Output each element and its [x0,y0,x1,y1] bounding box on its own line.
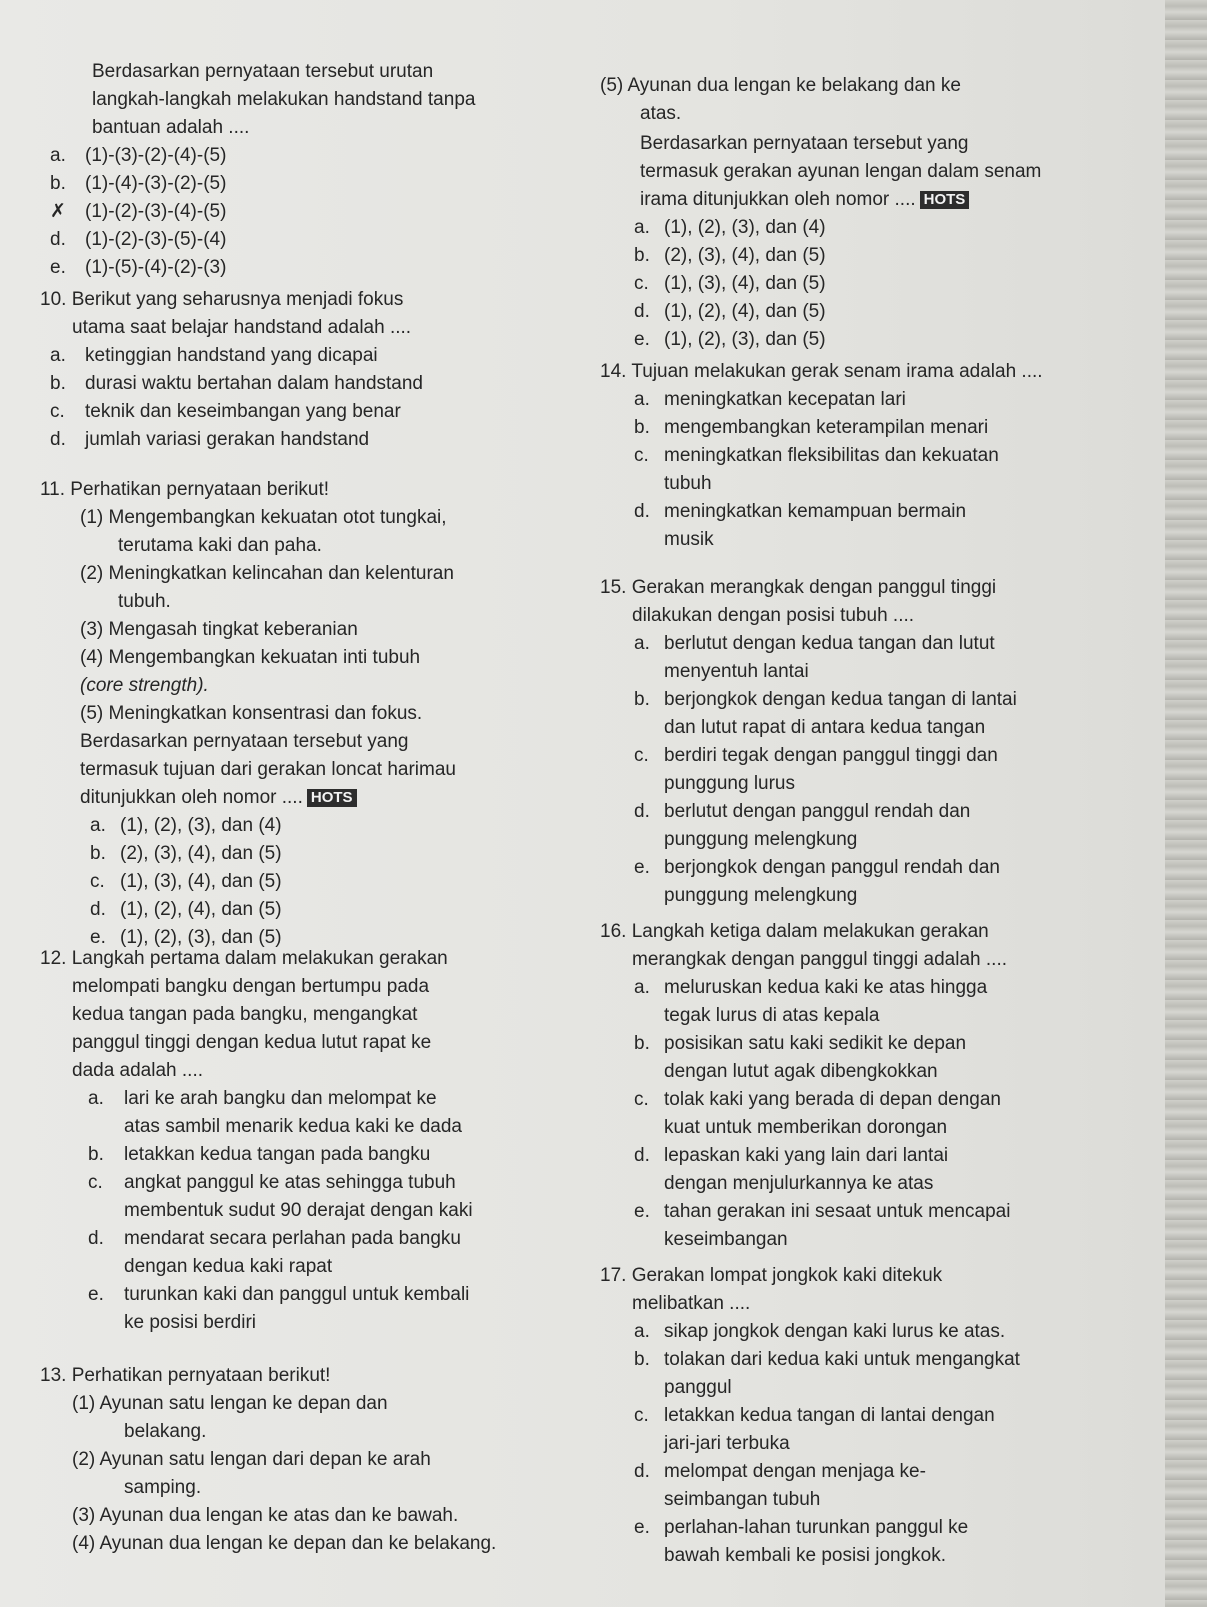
option-row [40,1085,473,1113]
option-letter: a. [634,977,650,998]
option-letter: e. [634,1201,650,1222]
option-text: meningkatkan kecepatan lari [664,389,906,410]
statement-line: (1) Mengembangkan kekuatan otot tungkai, [80,507,447,528]
question-11-block [40,476,456,952]
option-letter: d. [90,899,106,920]
option-row [600,326,1041,354]
option-text: dengan lutut agak dibengkokkan [664,1061,938,1082]
question-text: 16. Langkah ketiga dalam melakukan gerakan [600,921,989,942]
option-text: sikap jongkok dengan kaki lurus ke atas. [664,1321,1006,1342]
option-row [600,658,1017,686]
option-text: dengan menjulurkannya ke atas [664,1173,934,1194]
question-text: Berdasarkan pernyataan tersebut urutan [92,61,434,82]
question-text-part: Berdasarkan pernyataan tersebut yang [640,133,969,154]
question-14-block [600,358,1043,554]
option-row [600,386,1043,414]
option-text: berlutut dengan panggul rendah dan [664,801,971,822]
option-text: (1), (2), (4), dan (5) [664,301,826,322]
question-text [600,158,1041,186]
option-row [600,1430,1020,1458]
option-row [600,498,1043,526]
option-row [600,1486,1020,1514]
statement-line: (3) Ayunan dua lengan ke atas dan ke bawah. [72,1505,459,1526]
option-text: ketinggian handstand yang dicapai [85,345,378,366]
option-row [600,442,1043,470]
option-letter: d. [634,501,650,522]
option-row [40,1281,473,1309]
option-letter: a. [634,217,650,238]
hots-badge: HOTS [307,789,357,807]
option-letter: a. [634,389,650,410]
option-letter: d. [634,1461,650,1482]
option-text: dan lutut rapat di antara kedua tangan [664,717,986,738]
option-letter: d. [634,301,650,322]
option-row [600,1374,1020,1402]
option-row [600,1346,1020,1374]
option-text: (1)-(4)-(3)-(2)-(5) [85,173,227,194]
option-text: tolak kaki yang berada di depan dengan [664,1089,1001,1110]
option-row [600,1198,1010,1226]
question-text: panggul tinggi dengan kedua lutut rapat ke [72,1032,432,1053]
question-text [40,728,456,756]
option-row [40,840,456,868]
option-letter: b. [634,245,650,266]
statement-line: belakang. [124,1421,207,1442]
option-text: berjongkok dengan kedua tangan di lantai [664,689,1017,710]
option-row [600,1114,1010,1142]
option-row [40,1169,473,1197]
option-text: panggul [664,1377,732,1398]
option-row [600,470,1043,498]
option-row [40,170,475,198]
option-text: (1), (2), (3), dan (5) [120,927,282,948]
option-letter: b. [634,1033,650,1054]
option-text: seimbangan tubuh [664,1489,821,1510]
option-text: meluruskan kedua kaki ke atas hingga [664,977,988,998]
option-row [600,298,1041,326]
option-row [40,226,475,254]
option-text: bawah kembali ke posisi jongkok. [664,1545,946,1566]
option-row [600,1002,1010,1030]
option-letter: c. [634,273,649,294]
option-text: punggung melengkung [664,885,858,906]
option-text: meningkatkan kemampuan bermain [664,501,967,522]
option-row [40,1225,473,1253]
option-row [600,270,1041,298]
option-text: berdiri tegak dengan panggul tinggi dan [664,745,998,766]
question-text-part: termasuk tujuan dari gerakan loncat harimau [80,759,456,780]
option-letter: c. [50,401,65,422]
option-letter: e. [90,927,106,948]
option-row [600,686,1017,714]
option-letter: a. [634,1321,650,1342]
question-text [600,130,1041,158]
statement-line: atas. [640,103,682,124]
option-row [600,526,1043,554]
question-text-part: ditunjukkan oleh nomor .... [80,787,303,808]
option-row [600,414,1043,442]
option-letter: e. [88,1284,104,1305]
option-text: letakkan kedua tangan pada bangku [124,1144,431,1165]
question-text: dada adalah .... [72,1060,203,1081]
question-text: bantuan adalah .... [92,117,250,138]
option-row [600,882,1017,910]
option-text: berlutut dengan kedua tangan dan lutut [664,633,995,654]
question-16-block [600,918,1010,1254]
option-letter: b. [50,373,66,394]
option-letter: b. [634,1349,650,1370]
option-text: melompat dengan menjaga ke- [664,1461,926,1482]
option-row [600,1058,1010,1086]
option-row [40,1309,473,1337]
option-text: (1), (2), (3), dan (4) [664,217,826,238]
option-text: (1), (3), (4), dan (5) [664,273,826,294]
option-text: letakkan kedua tangan di lantai dengan [664,1405,995,1426]
option-letter: d. [634,1145,650,1166]
option-text: (2), (3), (4), dan (5) [120,843,282,864]
option-letter: d. [634,801,650,822]
option-row [600,1402,1020,1430]
option-letter: c. [88,1172,103,1193]
question-text: 15. Gerakan merangkak dengan panggul tinggi [600,577,997,598]
option-text: (1), (2), (3), dan (4) [120,815,282,836]
option-text: turunkan kaki dan panggul untuk kembali [124,1284,470,1305]
option-text: tubuh [664,473,712,494]
option-row [600,1458,1020,1486]
option-letter: b. [634,689,650,710]
option-letter: c. [634,1405,649,1426]
option-text: (1)-(3)-(2)-(4)-(5) [85,145,227,166]
option-text: keseimbangan [664,1229,788,1250]
option-row [600,1142,1010,1170]
option-row [40,342,423,370]
option-text: tegak lurus di atas kepala [664,1005,880,1026]
option-text: ke posisi berdiri [124,1312,256,1333]
question-10-block [40,286,423,454]
statement-line: (3) Mengasah tingkat keberanian [80,619,358,640]
option-text: (1), (2), (4), dan (5) [120,899,282,920]
option-letter: b. [50,173,66,194]
option-letter: d. [88,1228,104,1249]
option-text: (1)-(5)-(4)-(2)-(3) [85,257,227,278]
question-text-part: irama ditunjukkan oleh nomor .... [640,189,916,210]
option-text: posisikan satu kaki sedikit ke depan [664,1033,967,1054]
question-text: 10. Berikut yang seharusnya menjadi fokus [40,289,404,310]
question-text: kedua tangan pada bangku, mengangkat [72,1004,418,1025]
option-row [600,1226,1010,1254]
option-row [600,242,1041,270]
option-row [600,798,1017,826]
option-text: menyentuh lantai [664,661,809,682]
option-row [600,1542,1020,1570]
option-row [40,142,475,170]
option-text: (1), (2), (3), dan (5) [664,329,826,350]
question-title: 11. Perhatikan pernyataan berikut! [40,479,330,500]
option-text: jari-jari terbuka [664,1433,790,1454]
option-row [600,770,1017,798]
statement-line: tubuh. [118,591,171,612]
option-letter: a. [634,633,650,654]
question-13-continued-block [600,72,1041,354]
option-row [40,868,456,896]
option-text: punggung melengkung [664,829,858,850]
option-text: mengembangkan keterampilan menari [664,417,989,438]
option-text: perlahan-lahan turunkan panggul ke [664,1517,969,1538]
option-row [40,398,423,426]
option-letter: c. [634,745,649,766]
question-text: melibatkan .... [632,1293,751,1314]
option-text: meningkatkan fleksibilitas dan kekuatan [664,445,999,466]
question-text: utama saat belajar handstand adalah .... [72,317,412,338]
statement-line: (2) Meningkatkan kelincahan dan kelenturan [80,563,454,584]
option-text: tolakan dari kedua kaki untuk mengangkat [664,1349,1020,1370]
question-text [40,784,456,812]
option-row [40,254,475,282]
option-letter: e. [634,857,650,878]
option-text: membentuk sudut 90 derajat dengan kaki [124,1200,473,1221]
option-row [40,1113,473,1141]
option-row [40,812,456,840]
option-letter: a. [90,815,106,836]
question-17-block [600,1262,1020,1570]
option-row [600,974,1010,1002]
question-13-block [40,1362,496,1558]
statement-line: samping. [124,1477,202,1498]
option-letter: c. [90,871,105,892]
statement-line: (4) Ayunan dua lengan ke depan dan ke belakang. [72,1533,497,1554]
question-text: merangkak dengan panggul tinggi adalah .... [632,949,1007,970]
option-letter: ✗ [50,201,66,222]
option-text: teknik dan keseimbangan yang benar [85,401,401,422]
page-edge [1165,0,1207,1607]
option-text: musik [664,529,714,550]
statement-line: (5) Meningkatkan konsentrasi dan fokus. [80,703,423,724]
question-15-block [600,574,1017,910]
option-text: angkat panggul ke atas sehingga tubuh [124,1172,456,1193]
option-letter: a. [88,1088,104,1109]
option-row [600,630,1017,658]
question-text: melompati bangku dengan bertumpu pada [72,976,430,997]
option-row [40,1197,473,1225]
option-row [600,1514,1020,1542]
option-row [40,1141,473,1169]
option-row [40,896,456,924]
statement-line: (2) Ayunan satu lengan dari depan ke arah [72,1449,431,1470]
option-letter: c. [634,445,649,466]
option-row [40,426,423,454]
option-letter: d. [50,429,66,450]
question-text-part: termasuk gerakan ayunan lengan dalam senam [640,161,1042,182]
option-letter: e. [634,329,650,350]
question-text: 17. Gerakan lompat jongkok kaki ditekuk [600,1265,943,1286]
statement-line: (5) Ayunan dua lengan ke belakang dan ke [600,75,961,96]
option-text: atas sambil menarik kedua kaki ke dada [124,1116,462,1137]
option-row [600,854,1017,882]
option-row [600,714,1017,742]
option-letter: a. [50,345,66,366]
option-row [600,826,1017,854]
option-letter: e. [634,1517,650,1538]
question-title: 14. Tujuan melakukan gerak senam irama adalah .... [600,361,1043,382]
option-text: berjongkok dengan panggul rendah dan [664,857,1000,878]
option-text: jumlah variasi gerakan handstand [85,429,370,450]
option-text: mendarat secara perlahan pada bangku [124,1228,461,1249]
question-text: 12. Langkah pertama dalam melakukan gerakan [40,948,448,969]
question-text [40,756,456,784]
option-row [600,214,1041,242]
option-row [40,1253,473,1281]
question-12-block [40,945,473,1337]
option-letter: d. [50,229,66,250]
option-text: kuat untuk memberikan dorongan [664,1117,948,1138]
question-text [600,186,1041,214]
option-letter: b. [634,417,650,438]
option-text: (1), (3), (4), dan (5) [120,871,282,892]
option-letter: e. [50,257,66,278]
option-row [600,742,1017,770]
option-text: durasi waktu bertahan dalam handstand [85,373,424,394]
option-text: (2), (3), (4), dan (5) [664,245,826,266]
statement-line: (4) Mengembangkan kekuatan inti tubuh [80,647,421,668]
option-text: lepaskan kaki yang lain dari lantai [664,1145,949,1166]
option-row [600,1030,1010,1058]
hots-badge: HOTS [920,191,970,209]
option-text: dengan kedua kaki rapat [124,1256,333,1277]
question-text: langkah-langkah melakukan handstand tanpa [92,89,476,110]
option-row [40,370,423,398]
statement-line: (core strength). [80,675,209,696]
option-row [600,1318,1020,1346]
option-text: lari ke arah bangku dan melompat ke [124,1088,437,1109]
question-9-block [40,58,475,282]
option-text: punggung lurus [664,773,795,794]
option-letter: a. [50,145,66,166]
statement-line: (1) Ayunan satu lengan ke depan dan [72,1393,388,1414]
option-text: tahan gerakan ini sesaat untuk mencapai [664,1201,1011,1222]
option-letter: b. [88,1144,104,1165]
statement-line: terutama kaki dan paha. [118,535,322,556]
option-row [600,1086,1010,1114]
option-text: (1)-(2)-(3)-(4)-(5) [85,201,227,222]
option-row [40,198,475,226]
question-title: 13. Perhatikan pernyataan berikut! [40,1365,331,1386]
question-text: dilakukan dengan posisi tubuh .... [632,605,915,626]
option-letter: b. [90,843,106,864]
option-text: (1)-(2)-(3)-(5)-(4) [85,229,227,250]
question-text-part: Berdasarkan pernyataan tersebut yang [80,731,409,752]
option-letter: c. [634,1089,649,1110]
option-row [600,1170,1010,1198]
